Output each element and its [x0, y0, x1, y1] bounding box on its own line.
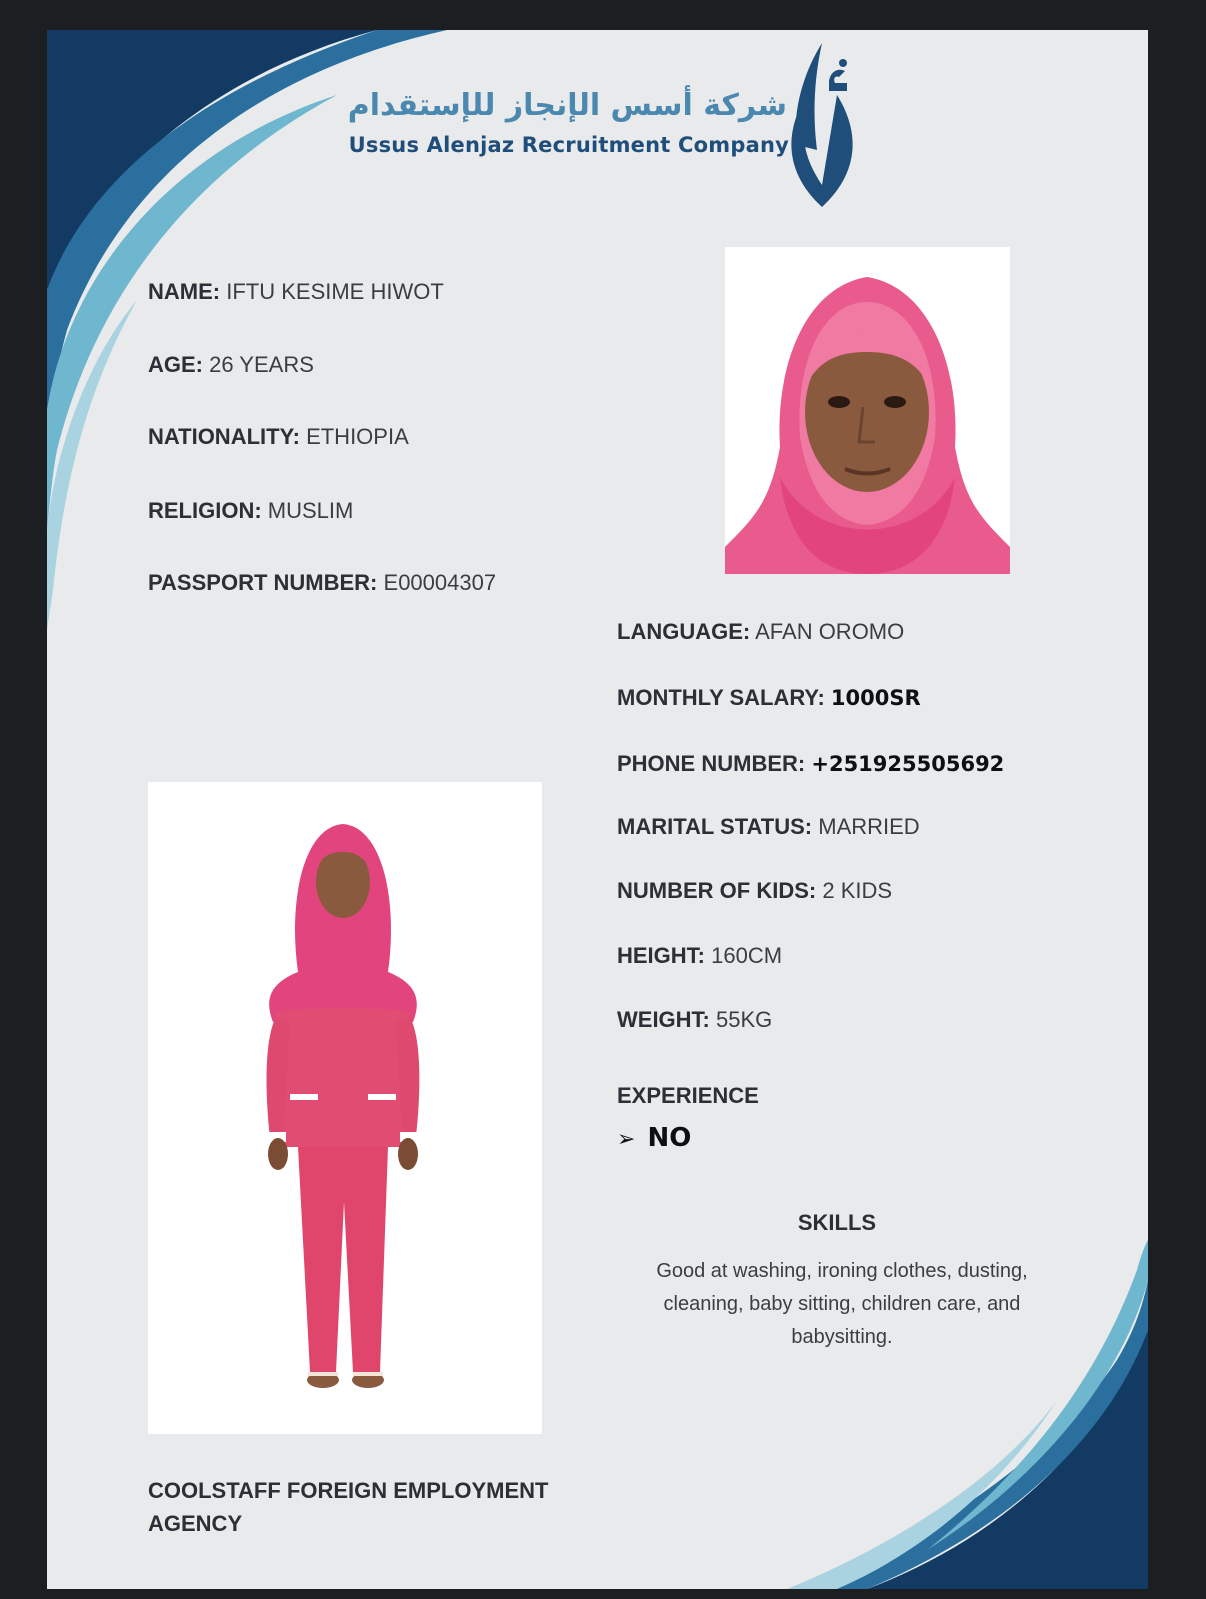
field-phone-value: +251925505692	[811, 752, 1005, 776]
full-body-illustration	[148, 782, 542, 1434]
company-name-english: Ussus Alenjaz Recruitment Company	[348, 133, 789, 157]
field-kids-label: NUMBER OF KIDS:	[617, 878, 817, 903]
field-height-value: 160CM	[711, 943, 783, 968]
field-kids	[617, 878, 892, 904]
field-nationality-value: ETHIOPIA	[306, 424, 409, 449]
field-name-value: IFTU KESIME HIWOT	[226, 279, 444, 304]
field-passport-value: E00004307	[383, 570, 497, 595]
field-phone-label: PHONE NUMBER:	[617, 751, 806, 776]
field-nationality-label: NATIONALITY:	[148, 424, 300, 449]
field-religion-value: MUSLIM	[267, 498, 354, 523]
field-weight-label: WEIGHT:	[617, 1007, 710, 1032]
experience-value-row	[617, 1123, 691, 1153]
field-marital-label: MARITAL STATUS:	[617, 814, 813, 839]
field-name	[148, 279, 444, 305]
field-salary	[617, 685, 921, 711]
experience-title: EXPERIENCE	[617, 1083, 759, 1108]
field-weight-value: 55KG	[716, 1007, 773, 1032]
company-emblem-icon	[777, 35, 867, 210]
portrait-illustration	[725, 247, 1010, 574]
field-language	[617, 619, 904, 645]
skills-text: Good at washing, ironing clothes, dusting, cleaning, baby sitting, children care, and babysitting.	[656, 1260, 1028, 1348]
field-marital-value: MARRIED	[818, 814, 920, 839]
field-name-label: NAME:	[148, 279, 221, 304]
field-weight	[617, 1007, 772, 1033]
arrow-bullet-icon: ➢	[617, 1127, 636, 1152]
skills-title: SKILLS	[797, 1210, 877, 1235]
full-body-photo	[148, 782, 542, 1434]
field-language-value: AFAN OROMO	[755, 619, 905, 644]
field-passport-label: PASSPORT NUMBER:	[148, 570, 378, 595]
field-language-label: LANGUAGE:	[617, 619, 751, 644]
field-marital	[617, 814, 920, 840]
field-phone	[617, 751, 1004, 777]
portrait-photo	[725, 247, 1010, 574]
field-age-value: 26 YEARS	[209, 352, 314, 377]
experience-value: NO	[647, 1123, 692, 1153]
agency-name-line2: AGENCY	[148, 1511, 243, 1536]
field-salary-label: MONTHLY SALARY:	[617, 685, 825, 710]
agency-name	[148, 1474, 608, 1540]
field-nationality	[148, 424, 409, 450]
field-salary-value: 1000SR	[830, 686, 921, 710]
field-religion-label: RELIGION:	[148, 498, 262, 523]
field-kids-value: 2 KIDS	[822, 878, 893, 903]
field-age-label: AGE:	[148, 352, 203, 377]
field-age	[148, 352, 314, 378]
field-passport	[148, 570, 496, 596]
field-height	[617, 943, 782, 969]
agency-name-line1: COOLSTAFF FOREIGN EMPLOYMENT	[148, 1478, 549, 1503]
cv-page	[47, 30, 1148, 1589]
field-height-label: HEIGHT:	[617, 943, 705, 968]
field-religion	[148, 498, 353, 524]
company-name-arabic: شركة أسس الإنجاز للإستقدام	[347, 88, 787, 123]
